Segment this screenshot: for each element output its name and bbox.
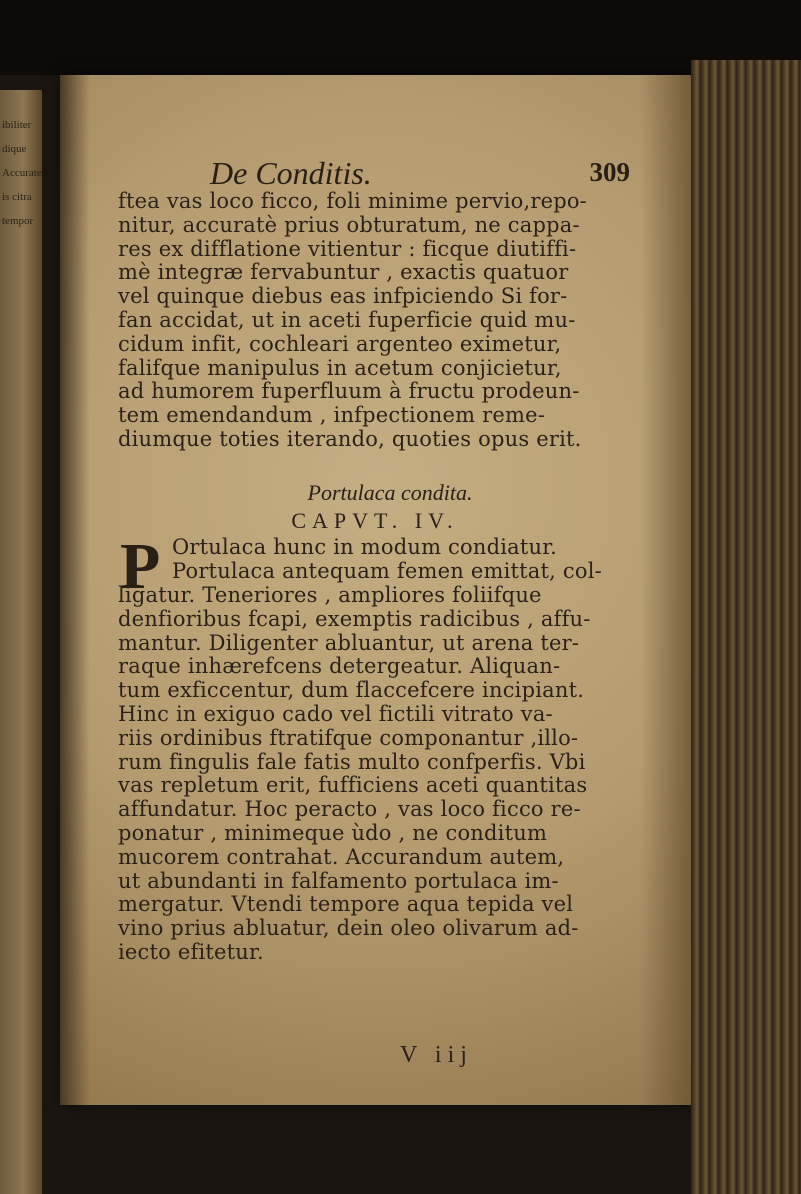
text-line: res ex difflatione vitientur : ficque diutiffi- <box>118 236 577 261</box>
page-stack-edge <box>691 60 801 1194</box>
text-line: ponatur , minimeque ùdo , ne conditum <box>118 820 548 845</box>
page-spine-shadow <box>60 75 90 1105</box>
text-line: ut abundanti in falfamento portulaca im- <box>118 868 559 893</box>
text-line: cidum infit, cochleari argenteo eximetur, <box>118 331 562 356</box>
text-line: ftea vas loco ficco, foli minime pervio,repo- <box>118 189 587 213</box>
chapter-heading: CAPVT. IV. <box>291 508 459 533</box>
section-title: Portulaca condita. <box>307 480 473 505</box>
signature-mark: V iij <box>400 1042 473 1068</box>
dark-background <box>0 0 801 75</box>
fragment: tempor <box>2 215 34 227</box>
text-line: vino prius abluatur, dein oleo olivarum ad- <box>118 916 579 941</box>
fragment: ibiliter <box>2 119 32 131</box>
paragraph-1 <box>118 190 638 452</box>
text-line: rum fingulis fale fatis multo confperfis. Vbi <box>118 749 586 774</box>
text-line: iecto efitetur. <box>118 939 264 964</box>
text-line: Hinc in exiguo cado vel fictili vitrato va- <box>118 701 553 726</box>
text-line: tem emendandum , infpectionem reme- <box>118 403 546 428</box>
text-line: nitur, accuratè prius obturatum, ne cappa- <box>118 212 580 237</box>
text-line: mucorem contrahat. Accurandum autem, <box>118 844 565 869</box>
paragraph-2 <box>118 584 658 965</box>
text-line: falifque manipulus in acetum conjicietur, <box>118 355 562 380</box>
fragment: Accurate <box>2 167 42 179</box>
running-title: De Conditis. <box>210 155 372 191</box>
text-line: Ortulaca hunc in modum condiatur. <box>172 535 558 559</box>
text-line: mergatur. Vtendi tempore aqua tepida vel <box>118 892 574 917</box>
facing-page-edge <box>0 90 42 1194</box>
text-line: raque inhærefcens detergeatur. Aliquan- <box>118 654 561 679</box>
page-number: 309 <box>589 157 630 187</box>
text-line: ad humorem fuperfluum à fructu prodeun- <box>118 379 580 404</box>
text-line: vel quinque diebus eas infpiciendo Si for- <box>118 284 568 309</box>
text-line: diumque toties iterando, quoties opus erit. <box>118 426 582 451</box>
fragment: is citra <box>2 191 32 203</box>
drop-cap: P <box>120 530 161 603</box>
text-line: vas repletum erit, fufficiens aceti quantitas <box>118 773 588 798</box>
text-line: affundatur. Hoc peracto , vas loco ficco re- <box>118 797 581 822</box>
fragment: dique <box>2 143 27 155</box>
text-line: fan accidat, ut in aceti fuperficie quid mu- <box>118 307 576 332</box>
text-line: mantur. Diligenter abluantur, ut arena ter- <box>118 630 580 655</box>
text-line: tum exficcentur, dum flaccefcere incipiant. <box>118 678 585 703</box>
text-line: denfioribus fcapi, exemptis radicibus , affu- <box>118 606 591 631</box>
text-line: ligatur. Teneriores , ampliores foliifque <box>118 583 542 607</box>
text-line: mè integræ fervabuntur , exactis quatuor <box>118 260 569 285</box>
paragraph-2-opening <box>172 536 642 584</box>
text-line: Portulaca antequam femen emittat, col- <box>172 558 602 583</box>
text-line: riis ordinibus ftratifque componantur ,illo- <box>118 725 579 750</box>
